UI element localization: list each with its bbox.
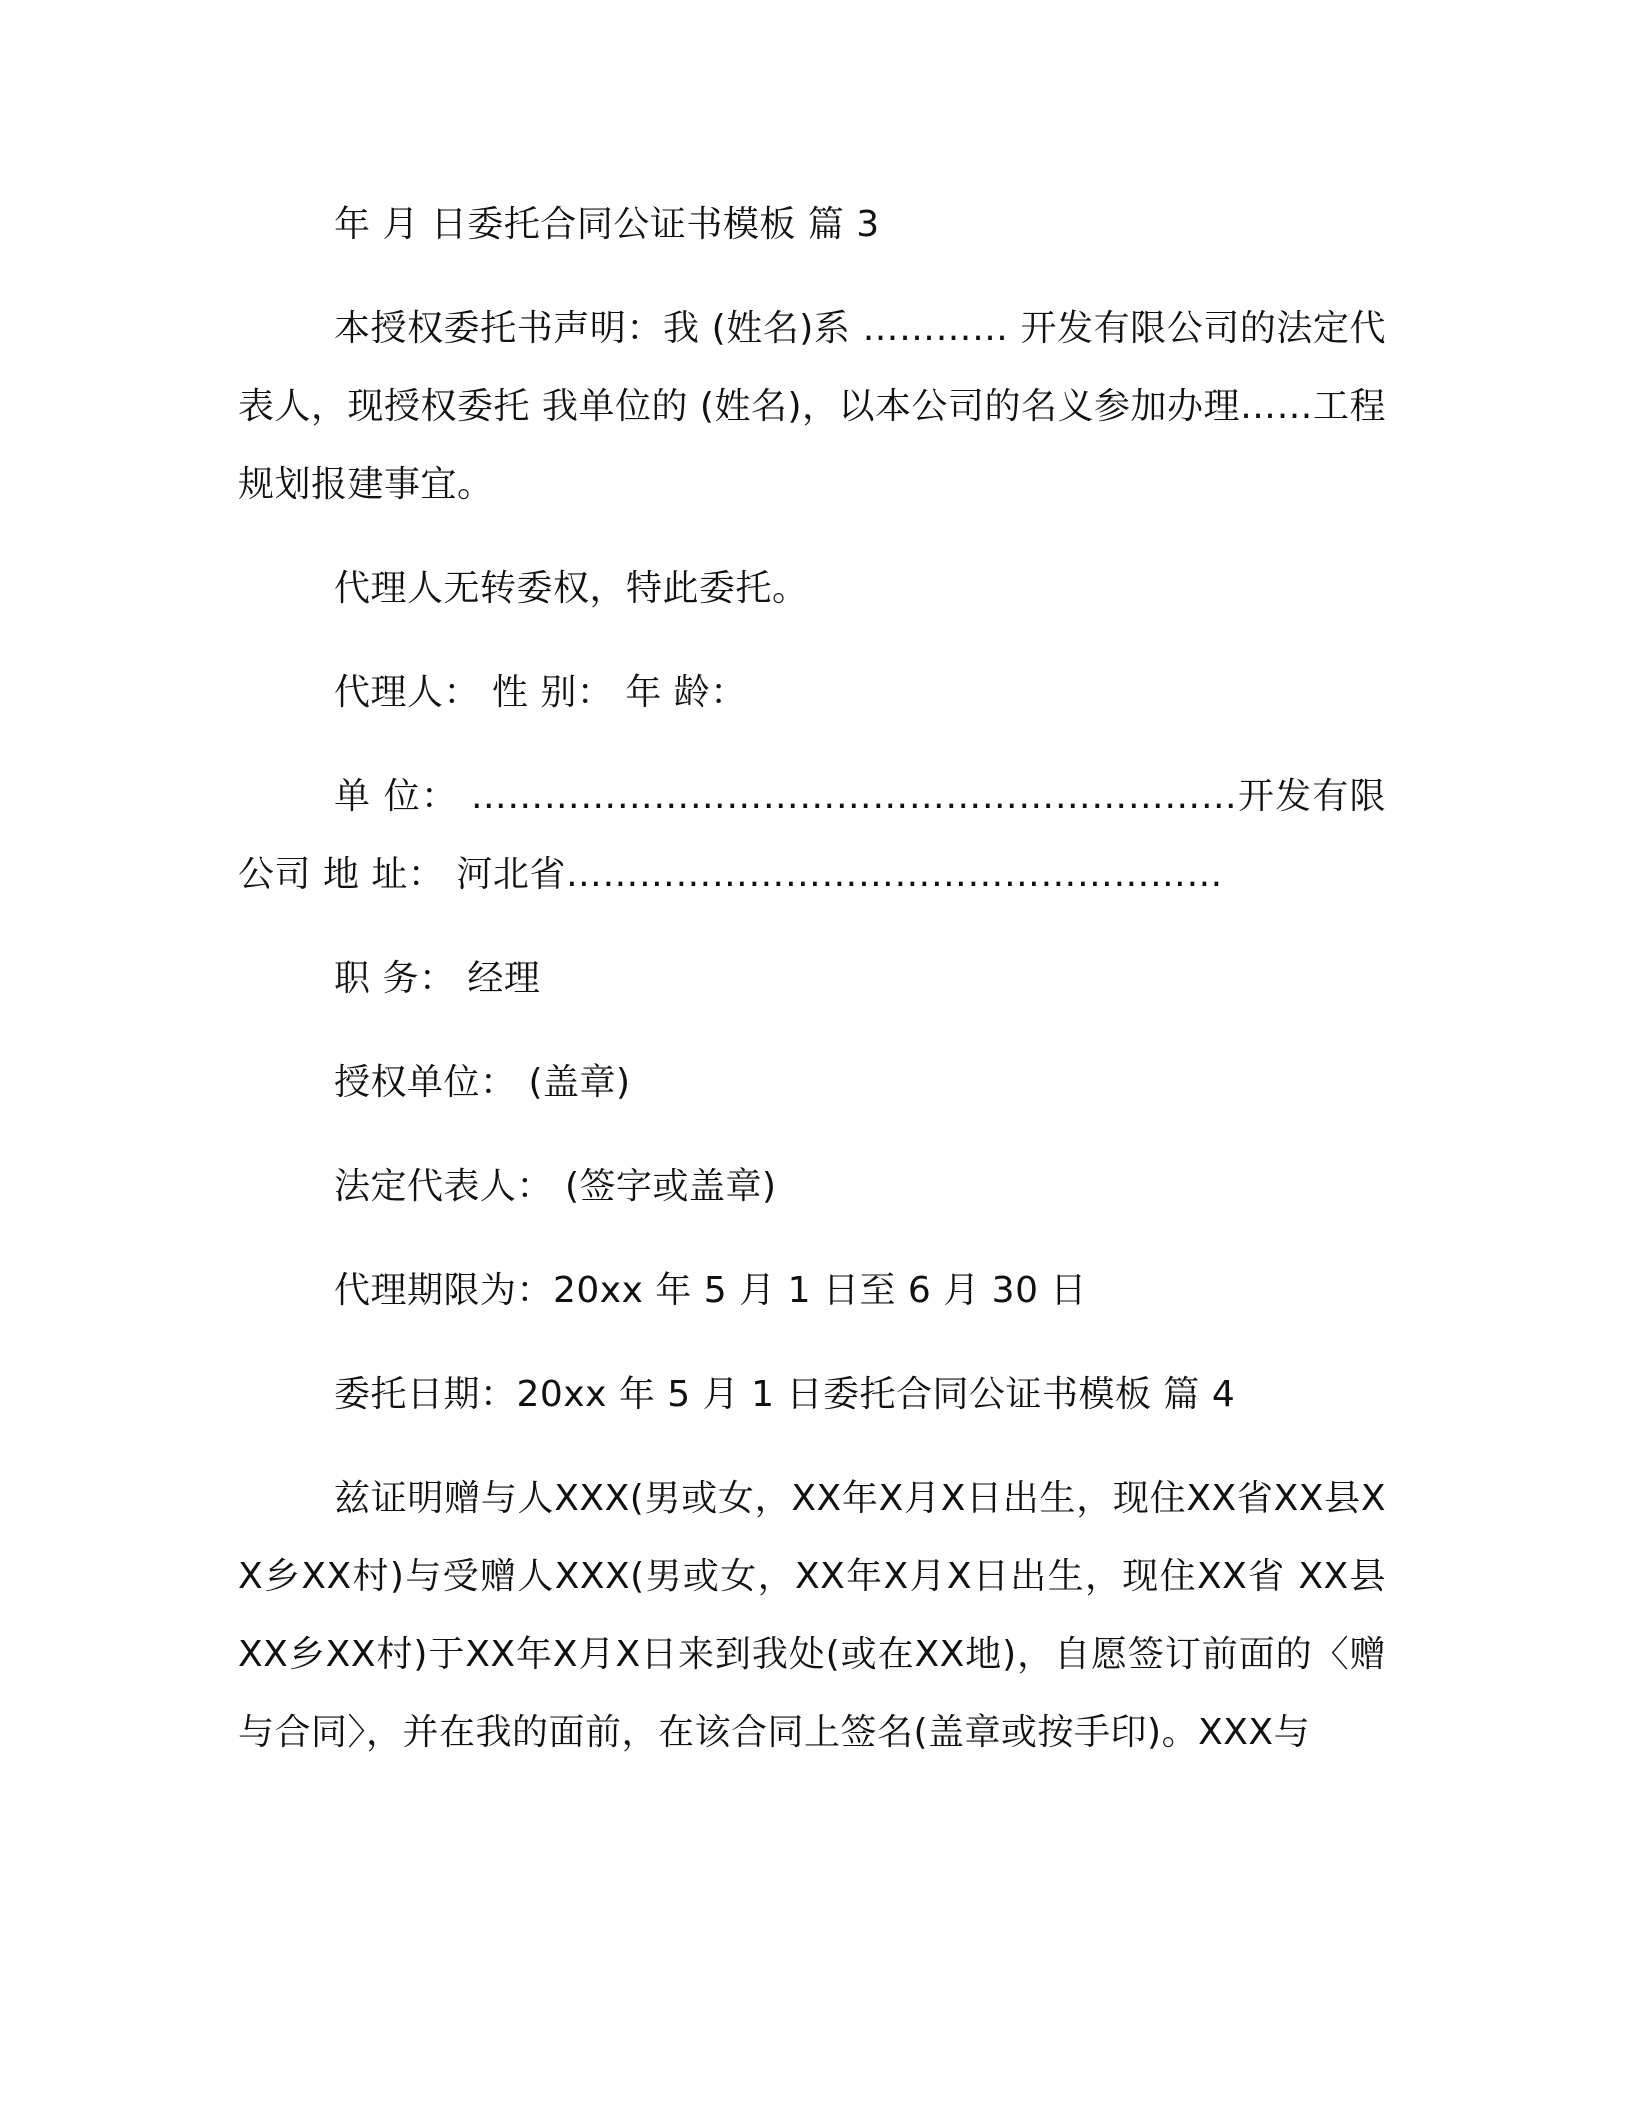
commission-date: 委托日期：20xx 年 5 月 1 日委托合同公证书模板 篇 4 bbox=[334, 1374, 1236, 1415]
authorizing-unit: 授权单位： (盖章) bbox=[334, 1062, 631, 1103]
legal-representative: 法定代表人： (签字或盖章) bbox=[334, 1166, 777, 1207]
agent-unit-address: 单 位： ………………………………………………………开发有限公司 地 址： 河北省……………………………………………… bbox=[238, 776, 1386, 895]
gift-contract-certificate: 兹证明赠与人XXX(男或女，XX年X月X日出生，现住XX省XX县XX乡XX村)与受赠人XXX(男或女，XX年X月X日出生，现住XX省 XX县XX乡XX村)于XX年X月X日来到我处(或在XX地)，自愿签订前面的〈赠与合同〉，并在我的面前，在该合同上签名(盖章或按手印)。XXX与 bbox=[238, 1478, 1386, 1753]
agent-info: 代理人： 性 别： 年 龄： bbox=[334, 672, 747, 713]
no-sub-delegation: 代理人无转委权，特此委托。 bbox=[334, 568, 809, 609]
heading-template-3: 年 月 日委托合同公证书模板 篇 3 bbox=[334, 204, 880, 245]
document-body bbox=[238, 186, 1386, 1798]
authorization-statement: 本授权委托书声明：我 (姓名)系 ………… 开发有限公司的法定代表人，现授权委托 我单位的 (姓名)，以本公司的名义参加办理……工程规划报建事宜。 bbox=[238, 308, 1386, 505]
agent-position: 职 务： 经理 bbox=[334, 958, 541, 999]
agency-period: 代理期限为：20xx 年 5 月 1 日至 6 月 30 日 bbox=[334, 1270, 1087, 1311]
